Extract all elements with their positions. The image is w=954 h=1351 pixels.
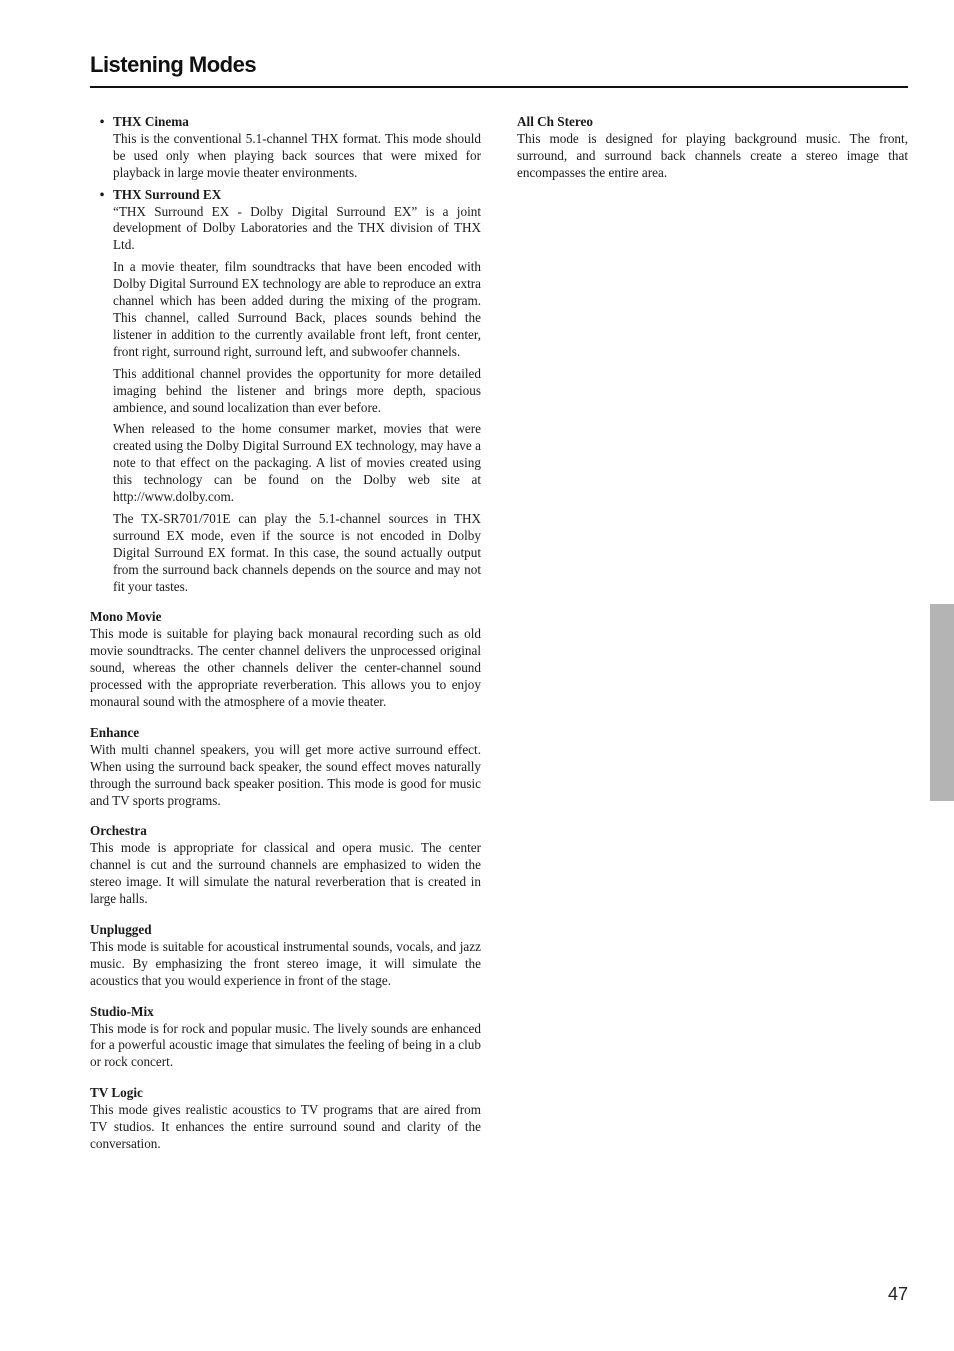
section-heading: Studio-Mix [90, 1003, 154, 1019]
title-rule [90, 86, 908, 88]
section-all-ch-stereo [517, 114, 908, 182]
thx-surround-ex-paragraph-5: The TX-SR701/701E can play the 5.1-channel sources in THX surround EX mode, even if the source is not encoded in Dolby Digital Surround EX format. In this case, the sound actually output from the surround back channels depends on the source and may not fit your tastes. [113, 510, 481, 594]
section-heading: Mono Movie [90, 609, 162, 625]
section-body: With multi channel speakers, you will get more active surround effect. When using the surround back speaker, the sound effect moves naturally through the surround back speaker position. This mode is good for music and TV sports programs. [90, 741, 481, 808]
section-orchestra [90, 823, 481, 908]
section-body: This mode is appropriate for classical and opera music. The center channel is cut and the surround channels are emphasized to widen the stereo image. It will simulate the natural reverberation that is created in large halls. [90, 840, 481, 907]
section-tv-logic [90, 1085, 481, 1153]
thx-surround-ex-paragraph-2: In a movie theater, film soundtracks that have been encoded with Dolby Digital Surround EX technology are able to reproduce an extra channel which has been added during the mixing of the program. This channel, called Surround Back, places sounds behind the listener in addition to the currently available front left, front center, front right, surround right, surround left, and subwoofer channels. [113, 259, 481, 359]
section-enhance [90, 725, 481, 810]
section-body: This mode is suitable for playing back monaural recording such as old movie soundtracks. The center channel delivers the unprocessed original sound, whereas the other channels deliver the center-channel sound processed with the appropriate reverberation. This allows you to enjoy monaural sound with the atmosphere of a movie theater. [90, 626, 481, 709]
thx-surround-ex-paragraph-1: “THX Surround EX - Dolby Digital Surround EX” is a joint development of Dolby Laboratories and the THX division of THX Ltd. [113, 203, 481, 253]
thx-surround-ex-paragraph-3: This additional channel provides the opportunity for more detailed imaging behind the listener and brings more depth, spacious ambience, and sound localization than ever before. [113, 365, 481, 415]
thx-surround-ex-item [99, 186, 481, 596]
section-body: This mode is suitable for acoustical instrumental sounds, vocals, and jazz music. By emphasizing the front stereo image, it will simulate the acoustics that you would experience in front of the stage. [90, 938, 481, 988]
section-body: This mode is designed for playing background music. The front, surround, and surround back channels create a stereo image that encompasses the entire area. [517, 130, 908, 180]
thx-cinema-text: This is the conventional 5.1-channel THX format. This mode should be used only when playing back sources that were mixed for playback in large movie theater environments. [113, 130, 481, 180]
section-body: This mode gives realistic acoustics to TV programs that are aired from TV studios. It enhances the entire surround sound and clarity of the conversation. [90, 1102, 481, 1151]
page-number: 47 [887, 1284, 908, 1304]
section-heading: Enhance [90, 724, 140, 740]
section-heading: TV Logic [90, 1085, 143, 1101]
section-mono-movie [90, 609, 481, 710]
thx-cinema-item [99, 114, 481, 182]
thx-surround-ex-heading: THX Surround EX [113, 186, 222, 202]
bullet-icon: • [99, 186, 105, 202]
page-title: Listening Modes [90, 52, 257, 77]
section-heading: All Ch Stereo [517, 114, 593, 129]
thx-cinema-heading: THX Cinema [113, 114, 189, 129]
section-heading: Unplugged [90, 921, 152, 937]
section-unplugged [90, 922, 481, 990]
section-heading: Orchestra [90, 823, 147, 839]
right-column [517, 114, 908, 182]
bullet-icon: • [99, 114, 105, 129]
left-column [90, 114, 481, 1153]
section-studio-mix [90, 1004, 481, 1072]
chapter-side-tab [930, 604, 954, 801]
thx-surround-ex-paragraph-4: When released to the home consumer market, movies that were created using the Dolby Digital Surround EX technology, may have a note to that effect on the packaging. A list of movies created using this technology can be found on the Dolby web site at http://www.dolby.com. [113, 421, 481, 505]
section-body: This mode is for rock and popular music. The lively sounds are enhanced for a powerful acoustic image that simulates the feeling of being in a club or rock concert. [90, 1020, 481, 1070]
